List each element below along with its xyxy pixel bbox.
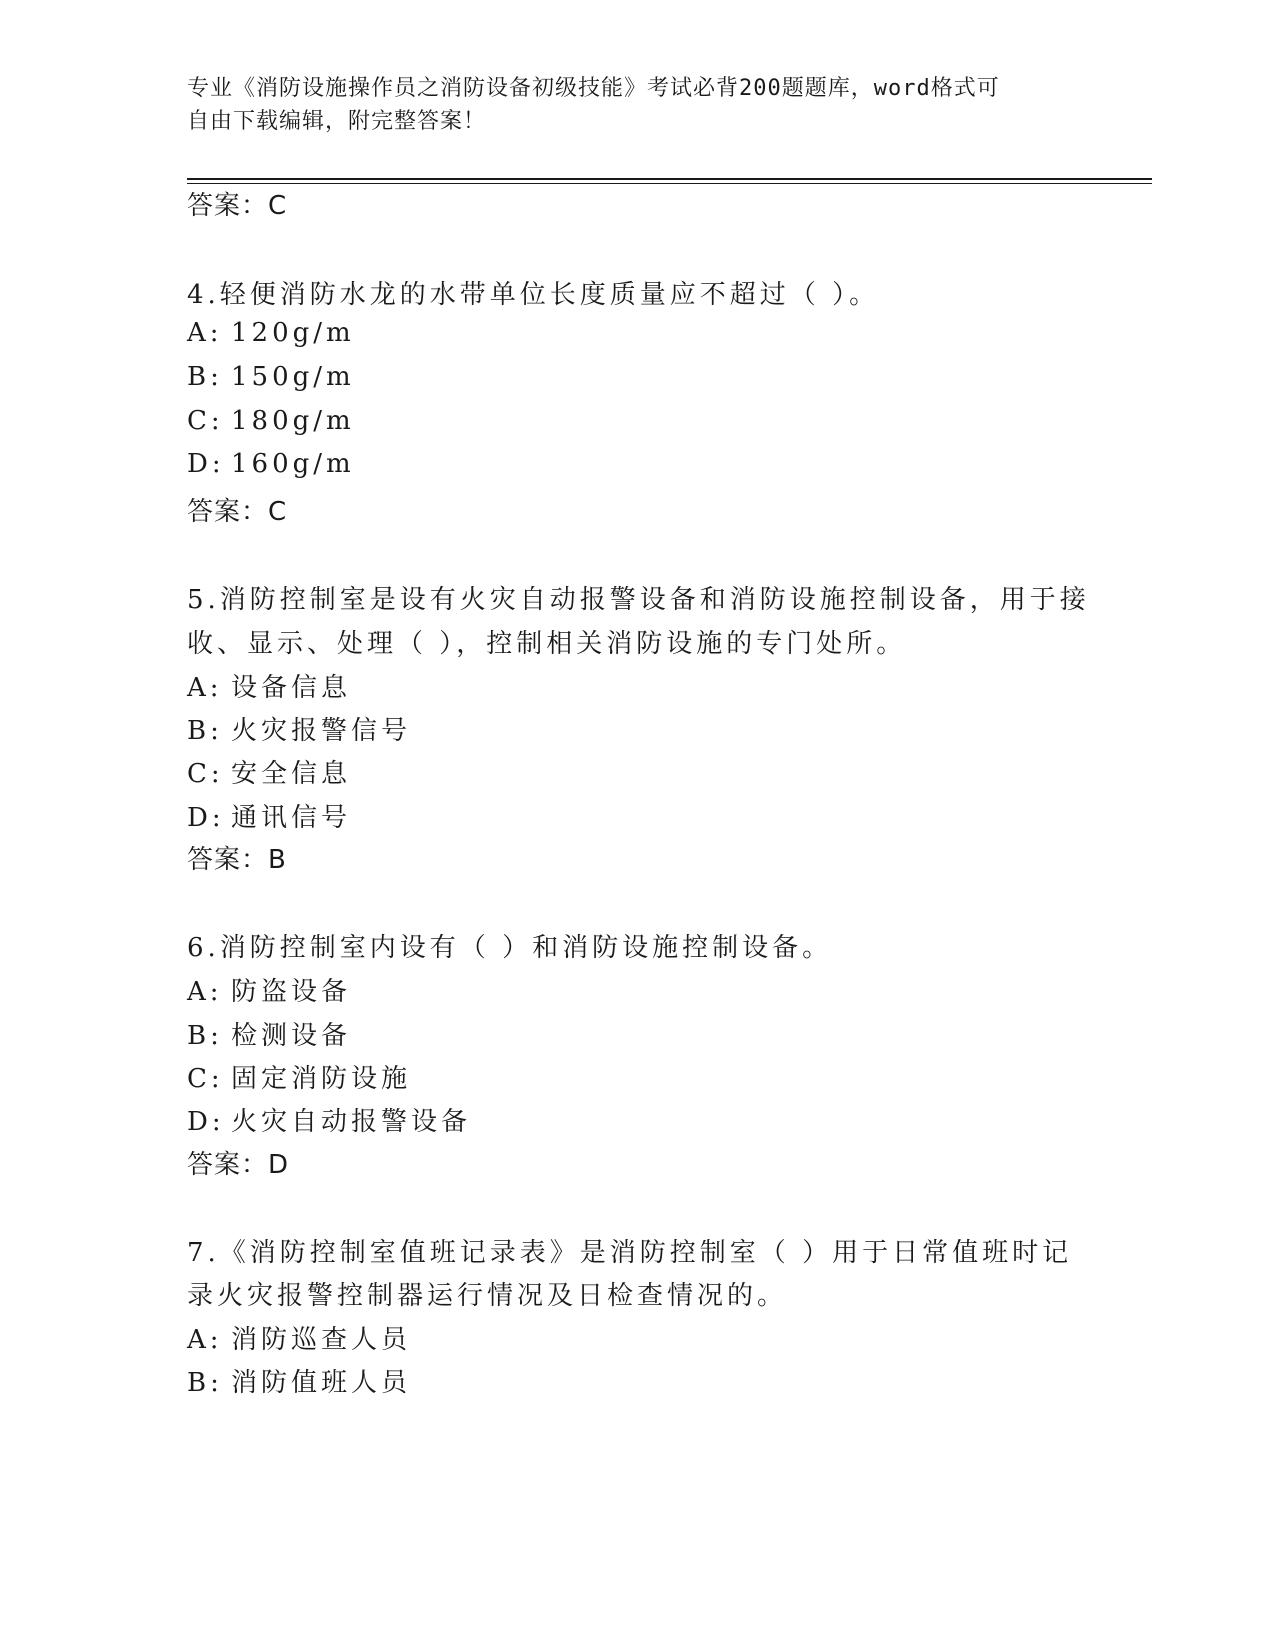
option-text: 安全信息 [231, 759, 352, 789]
answer-prev: 答案：C [187, 191, 288, 221]
question-6-option-b [187, 1015, 351, 1052]
question-5-answer: 答案：B [187, 845, 287, 875]
question-4-stem: 4.轻便消防水龙的水带单位长度质量应不超过（ ）。 [187, 280, 880, 310]
option-label: C: [187, 1064, 224, 1094]
option-label: A: [187, 977, 223, 1007]
question-5-stem-line-2: 收、显示、处理（ ），控制相关消防设施的专门处所。 [187, 629, 907, 659]
question-6-option-d [187, 1101, 471, 1138]
option-text: 火灾报警信号 [231, 716, 412, 746]
option-text: 160g/m [231, 449, 355, 479]
question-5-option-a [187, 667, 351, 704]
header-divider-thin [187, 183, 1152, 184]
question-5-option-b [187, 710, 411, 747]
option-label: A: [187, 673, 223, 703]
question-5-option-d [187, 797, 351, 834]
option-label: D: [187, 803, 225, 833]
option-text: 180g/m [231, 406, 355, 436]
header-line-1: 专业《消防设施操作员之消防设备初级技能》考试必背200题题库，word格式可 [187, 76, 1000, 101]
option-text: 消防值班人员 [231, 1368, 412, 1398]
document-header [187, 72, 1067, 138]
question-4-option-a [187, 318, 355, 348]
option-label: D: [187, 1107, 225, 1137]
question-4-option-b [187, 362, 355, 392]
question-4-option-d [187, 449, 355, 479]
option-label: B: [187, 1021, 223, 1051]
question-6-answer: 答案：D [187, 1150, 290, 1180]
question-4-option-c [187, 406, 355, 436]
option-text: 150g/m [231, 362, 355, 392]
question-5-option-c [187, 753, 351, 790]
option-label: A: [187, 1325, 223, 1355]
question-7-stem-line-2: 录火灾报警控制器运行情况及日检查情况的。 [187, 1281, 788, 1311]
question-7-stem-line-1: 7.《消防控制室值班记录表》是消防控制室（ ）用于日常值班时记 [187, 1238, 1073, 1268]
option-label: D: [187, 449, 225, 479]
option-text: 检测设备 [231, 1021, 352, 1051]
question-7-option-a [187, 1319, 411, 1356]
header-divider [187, 178, 1152, 180]
question-7-option-b [187, 1362, 411, 1399]
option-label: C: [187, 406, 224, 436]
option-text: 消防巡查人员 [231, 1325, 412, 1355]
option-text: 固定消防设施 [231, 1064, 412, 1094]
option-text: 通讯信号 [231, 803, 352, 833]
option-text: 120g/m [231, 318, 355, 348]
option-text: 防盗设备 [231, 977, 352, 1007]
header-line-2: 自由下载编辑，附完整答案！ [187, 109, 487, 134]
question-6-option-a [187, 971, 351, 1008]
option-label: B: [187, 716, 223, 746]
option-label: B: [187, 362, 223, 392]
question-4-answer: 答案：C [187, 497, 288, 527]
option-label: B: [187, 1368, 223, 1398]
option-label: C: [187, 759, 224, 789]
option-text: 火灾自动报警设备 [231, 1107, 472, 1137]
option-label: A: [187, 318, 223, 348]
option-text: 设备信息 [231, 673, 352, 703]
question-6-stem: 6.消防控制室内设有（ ）和消防设施控制设备。 [187, 933, 833, 963]
question-6-option-c [187, 1058, 411, 1095]
question-5-stem-line-1: 5.消防控制室是设有火灾自动报警设备和消防设施控制设备，用于接 [187, 585, 1090, 615]
